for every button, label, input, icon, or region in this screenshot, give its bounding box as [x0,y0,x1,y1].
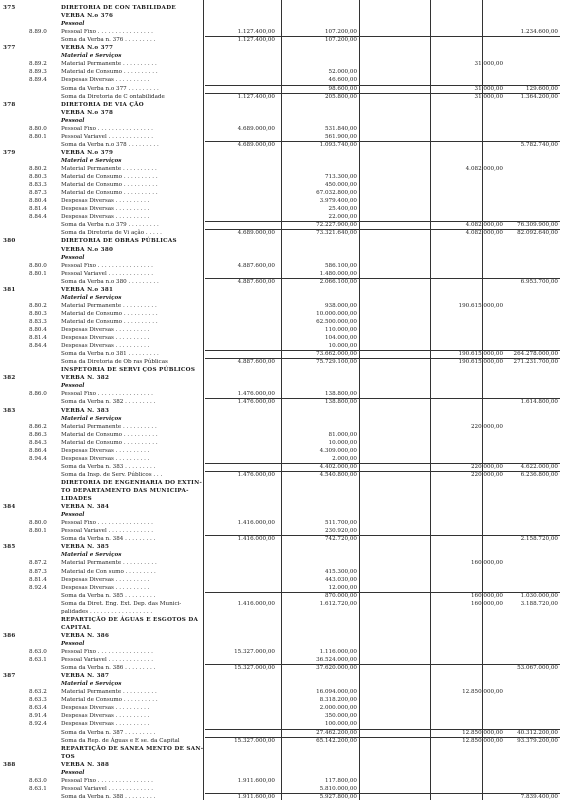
row-label: Soma da Diret. Eng. Ext. Dep. das Munici- [61,600,182,607]
row-number: 383 [3,407,16,414]
row-label: Pessoal Fixo . . . . . . . . . . . . . . . . [61,391,153,398]
row-label: Despesas Diversas . . . . . . . . . . [61,721,150,728]
value-col-2: 22.000,00 [328,214,357,221]
value-col-2: 25.400,00 [328,206,357,213]
account-code: 8.80.0 [29,125,47,132]
row-label: Material Permanente . . . . . . . . . . [61,302,157,309]
row-label: Pessoal [61,640,85,647]
value-col-2: 37.620.000,00 [316,665,357,672]
total-rule [205,535,560,536]
row-label: Material e Serviços [61,552,122,559]
value-col-2: 100.000,00 [324,721,357,728]
value-col-4: 40.312.200,00 [517,729,558,736]
account-code: 8.87.2 [29,560,47,567]
row-label: Material de Consumo . . . . . . . . . . [61,318,158,325]
row-label: VERBA N.o 380 [61,246,114,253]
value-col-4: 53.067.000,00 [517,665,558,672]
row-number: 377 [3,45,16,52]
value-col-2: 205.800,00 [324,93,357,100]
value-col-1: 1.476.000,00 [237,391,275,398]
value-col-2: 561.900,00 [324,133,357,140]
row-label: DIRETORIA DE ENGENHARIA DO EXTIN- [61,479,203,486]
value-col-2: 110.000,00 [324,327,357,334]
value-col-2: 10.000,00 [328,439,357,446]
total-rule [205,664,560,665]
value-col-2: 1.480.000,00 [319,270,357,277]
row-number: 382 [3,375,16,382]
value-col-2: 10.000,00 [328,343,357,350]
value-col-2: 65.142.200,00 [316,737,357,744]
account-code: 8.63.3 [29,697,47,704]
value-col-2: 1.093.740,00 [319,141,357,148]
value-col-2: 16.094.000,00 [316,689,357,696]
row-number: 380 [3,238,16,245]
total-rule [205,229,560,230]
value-col-4: 264.278.000,00 [513,351,558,358]
value-col-3: 220.000,00 [470,471,503,478]
row-label: Soma da Verba n.o 378 . . . . . . . . . [61,141,159,148]
account-code: 8.83.3 [29,318,47,325]
value-col-2: 4.540.800,00 [319,471,357,478]
row-label: Despesas Diversas . . . . . . . . . . [61,335,150,342]
total-rule [205,221,560,222]
row-number: 379 [3,149,16,156]
value-col-2: 98.600,00 [328,85,357,92]
value-col-2: 138.800,00 [324,399,357,406]
value-col-2: 2.000,00 [332,455,357,462]
row-label: Pessoal Fixo . . . . . . . . . . . . . . . . [61,777,153,784]
value-col-1: 4.689.000,00 [237,141,275,148]
row-label: DIRETORIA DE CON TABILIDADE [61,5,176,11]
value-col-4: 6.236.800,00 [520,471,558,478]
value-col-1: 1.476.000,00 [237,471,275,478]
value-col-4: 1.030.000,00 [520,592,558,599]
value-col-2: 870.000,00 [324,592,357,599]
value-col-2: 5.927.800,00 [319,793,357,800]
value-col-2: 586.100,00 [324,262,357,269]
row-label: Pessoal [61,254,85,261]
value-col-3: 12.850.000,00 [462,689,503,696]
value-col-2: 938.000,00 [324,302,357,309]
value-col-2: 511.700,00 [324,520,357,527]
value-col-2: 4.402.000,00 [319,463,357,470]
value-col-1: 4.689.000,00 [237,230,275,237]
row-label: VERBA N.o 381 [61,286,114,293]
value-col-1: 1.127.400,00 [237,93,275,100]
value-col-3: 31.000,00 [474,85,503,92]
row-label: Soma da Verba n.o 379 . . . . . . . . . [61,222,159,229]
row-label: Soma da Verba n. 388 . . . . . . . . . [61,793,156,800]
value-col-3: 31.000,00 [474,93,503,100]
row-label: Material de Consumo . . . . . . . . . . [61,174,158,181]
value-col-2: 713.300,00 [324,174,357,181]
value-col-1: 1.911.600,00 [237,793,275,800]
row-label: Material Permanente . . . . . . . . . . [61,689,157,696]
row-label: VERBA N. 387 [61,673,110,680]
row-label: Pessoal [61,383,85,390]
value-col-4: 1.364.200,00 [520,93,558,100]
account-code: 8.80.3 [29,310,47,317]
account-code: 8.63.0 [29,649,47,656]
account-code: 8.89.4 [29,77,47,84]
account-code: 8.89.3 [29,69,47,76]
total-rule [205,592,560,593]
value-col-2: 67.032.800,00 [316,190,357,197]
value-col-4: 129.600,00 [525,85,558,92]
row-label: DIRETORIA DE OBRAS PÚBLICAS [61,238,177,245]
value-col-4: 6.953.700,00 [520,278,558,285]
value-col-3: 4.082.000,00 [465,166,503,172]
value-col-2: 107.200,00 [324,29,357,36]
account-code: 8.86.3 [29,431,47,438]
value-col-4: 5.782.740,00 [520,141,558,148]
value-col-4: 93.379.200,00 [517,737,558,744]
value-col-2: 415.300,00 [324,568,357,575]
total-rule [205,350,560,351]
row-label: Material de Consumo . . . . . . . . . . [61,431,158,438]
row-label: Pessoal Fixo . . . . . . . . . . . . . . . . [61,125,153,132]
value-col-2: 62.500.000,00 [316,318,357,325]
account-code: 8.81.4 [29,576,47,583]
total-rule [205,463,560,464]
account-code: 8.91.4 [29,713,47,720]
row-label: REPARTIÇÃO DE SANEA MENTO DE SAN- [61,745,204,752]
total-rule [205,36,560,37]
value-col-1: 15.327.000,00 [234,665,275,672]
row-label: Material Permanente . . . . . . . . . . [61,423,157,430]
value-col-1: 4.887.600,00 [237,262,275,269]
row-label: Pessoal [61,512,85,519]
account-code: 8.92.4 [29,721,47,728]
value-col-2: 81.000,00 [328,431,357,438]
row-label: Despesas Diversas . . . . . . . . . . [61,447,150,454]
row-label: Despesas Diversas . . . . . . . . . . [61,214,150,221]
value-col-2: 230.920,00 [324,528,357,535]
account-code: 8.84.3 [29,439,47,446]
value-col-2: 52.000,00 [328,69,357,76]
row-label: Despesas Diversas . . . . . . . . . . [61,705,150,712]
value-col-1: 1.911.600,00 [237,777,275,784]
value-col-4: 76.309.900,00 [517,222,558,229]
row-label: Despesas Diversas . . . . . . . . . . [61,327,150,334]
account-code: 8.63.1 [29,785,47,792]
value-col-3: 160.000,00 [470,592,503,599]
row-label: Pessoal [61,769,85,776]
row-label: TOS [61,753,75,760]
value-col-2: 73.321.640,00 [316,230,357,237]
value-col-2: 75.729.100,00 [316,359,357,366]
value-col-1: 1.127.400,00 [237,29,275,36]
value-col-1: 4.887.600,00 [237,278,275,285]
value-col-4: 1.234.600,00 [520,29,558,36]
row-label: Despesas Diversas . . . . . . . . . . [61,576,150,583]
account-code: 8.63.4 [29,705,47,712]
value-col-4: 82.092.640,00 [517,230,558,237]
value-col-1: 1.416.000,00 [237,536,275,543]
total-rule [205,85,560,86]
value-col-4: 7.839.400,00 [520,793,558,800]
row-label: Soma da Insp. de Serv. Públicos . . . [61,471,163,478]
row-label: Despesas Diversas . . . . . . . . . . [61,584,150,591]
account-code: 8.94.4 [29,455,47,462]
row-number: 385 [3,544,16,551]
total-rule [205,358,560,359]
account-code: 8.81.4 [29,206,47,213]
row-label: Soma da Verba n.o 377 . . . . . . . . . [61,85,159,92]
value-col-2: 531.840,00 [324,125,357,132]
total-rule [205,278,560,279]
value-col-2: 104.000,00 [324,335,357,342]
row-label: CAPITAL [61,624,91,631]
row-label: Material de Consumo . . . . . . . . . . [61,439,158,446]
row-label: REPARTIÇÃO DE ÁGUAS E ESGOTOS DA [61,616,199,623]
value-col-2: 350.000,00 [324,713,357,720]
value-col-2: 5.810.000,00 [319,785,357,792]
row-label: Material e Serviços [61,157,122,164]
account-code: 8.87.3 [29,190,47,197]
value-col-4: 4.622.000,00 [520,463,558,470]
value-col-2: 443.030,00 [324,576,357,583]
row-label: Material Permanente . . . . . . . . . . [61,166,157,172]
value-col-2: 1.116.000,00 [319,649,357,656]
account-code: 8.87.3 [29,568,47,575]
value-col-2: 73.662.000,00 [316,351,357,358]
row-label: Soma da Verba n.o 380 . . . . . . . . . [61,278,159,285]
row-label: VERBA N. 383 [61,407,110,414]
row-number: 386 [3,632,16,639]
value-col-2: 36.524.000,00 [316,657,357,664]
value-col-3: 190.615.000,00 [458,302,503,309]
row-label: Pessoal Variavel . . . . . . . . . . . . . [61,785,153,792]
value-col-2: 10.000.000,00 [316,310,357,317]
row-label: Despesas Diversas . . . . . . . . . . [61,343,150,350]
account-code: 8.92.4 [29,584,47,591]
row-label: Material e Serviços [61,294,122,301]
row-label: Pessoal Fixo . . . . . . . . . . . . . . . . [61,262,153,269]
row-label: Material de Consumo . . . . . . . . . . [61,69,158,76]
row-label: Despesas Diversas . . . . . . . . . . [61,206,150,213]
row-label: Pessoal [61,21,85,28]
account-code: 8.80.3 [29,174,47,181]
row-label: Soma da Verba n.o 381 . . . . . . . . . [61,351,159,358]
value-col-1: 1.127.400,00 [237,37,275,44]
value-col-1: 1.416.000,00 [237,600,275,607]
row-number: 378 [3,101,16,108]
value-col-3: 31.000,00 [474,61,503,68]
row-label: Pessoal Variavel . . . . . . . . . . . . . [61,270,153,277]
row-label: Pessoal Variavel . . . . . . . . . . . . . [61,657,153,664]
row-label: Soma da Verba n. 384 . . . . . . . . . [61,536,156,543]
row-label: Pessoal Fixo . . . . . . . . . . . . . . . . [61,520,153,527]
value-col-1: 1.476.000,00 [237,399,275,406]
value-col-2: 107.200,00 [324,37,357,44]
account-code: 8.63.2 [29,689,47,696]
value-col-1: 15.327.000,00 [234,737,275,744]
row-label: Soma da Verba n. 387 . . . . . . . . . [61,729,156,736]
value-col-2: 2.066.100,00 [319,278,357,285]
row-label: TO DEPARTAMENTO DAS MUNICIPA- [61,488,189,495]
value-col-2: 72.227.900,00 [316,222,357,229]
value-col-3: 190.615.000,00 [458,359,503,366]
value-col-2: 12.000,00 [328,584,357,591]
account-code: 8.80.4 [29,327,47,334]
row-label: Material de Consumo . . . . . . . . . . [61,310,158,317]
row-label: Pessoal [61,117,85,124]
account-code: 8.84.4 [29,214,47,221]
row-label: VERBA N. 382 [61,375,110,382]
value-col-2: 3.979.400,00 [319,198,357,205]
row-label: Material Permanente . . . . . . . . . . [61,560,157,567]
row-label: Material e Serviços [61,681,122,688]
value-col-2: 742.720,00 [324,536,357,543]
account-code: 8.84.4 [29,343,47,350]
row-number: 384 [3,504,16,511]
row-label: VERBA N. 384 [61,504,110,511]
row-label: Soma da Diretoria de C ontabilidade [61,93,165,100]
total-rule [205,793,560,794]
row-label: VERBA N.o 377 [61,45,114,52]
value-col-3: 190.615.000,00 [458,351,503,358]
row-label: DIRETORIA DE VIA ÇÃO [61,101,144,108]
row-label: Soma da Diretoria de Vi ação . . . . . [61,230,162,237]
account-code: 8.80.1 [29,270,47,277]
account-code: 8.63.0 [29,777,47,784]
value-col-1: 4.689.000,00 [237,125,275,132]
row-number: 387 [3,673,16,680]
row-label: VERBA N. 388 [61,761,110,768]
value-col-3: 12.850.000,00 [462,729,503,736]
total-rule [205,93,560,94]
row-label: Despesas Diversas . . . . . . . . . . [61,198,150,205]
value-col-1: 1.416.000,00 [237,520,275,527]
row-number: 381 [3,286,16,293]
value-col-2: 27.462.200,00 [316,729,357,736]
value-col-3: 220.000,00 [470,423,503,430]
total-rule [205,141,560,142]
account-code: 8.80.2 [29,166,47,172]
row-label: Despesas Diversas . . . . . . . . . . [61,713,150,720]
value-col-3: 220.000,00 [470,463,503,470]
row-label: Material de Con sumo . . . . . . . . . [61,568,156,575]
row-label: VERBA N.o 376 [61,13,114,20]
row-label: Soma da Verba n. 383 . . . . . . . . . [61,463,156,470]
value-col-3: 160.000,00 [470,600,503,607]
value-col-2: 2.000.000,00 [319,705,357,712]
account-code: 8.80.2 [29,302,47,309]
row-label: VERBA N.o 379 [61,149,114,156]
value-col-2: 138.800,00 [324,391,357,398]
value-col-4: 1.614.800,00 [520,399,558,406]
row-label: Material de Consumo . . . . . . . . . . [61,182,158,189]
total-rule [205,471,560,472]
row-label: VERBA N. 386 [61,632,110,639]
row-label: Soma da Verba n. 382 . . . . . . . . . [61,399,156,406]
row-label: Material de Consumo . . . . . . . . . . [61,190,158,197]
account-code: 8.81.4 [29,335,47,342]
account-code: 8.80.1 [29,528,47,535]
row-label: Material e Serviços [61,53,122,60]
row-label: palidades . . . . . . . . . . . . . . . . . . [61,608,153,615]
value-col-2: 4.309.000,00 [319,447,357,454]
row-label: VERBA N. 385 [61,544,110,551]
row-label: Material e Serviços [61,415,122,422]
value-col-1: 4.887.600,00 [237,359,275,366]
account-code: 8.86.0 [29,391,47,398]
row-label: Soma da Verba n. 376 . . . . . . . . . [61,37,156,44]
value-col-2: 117.800,00 [324,777,357,784]
total-rule [205,729,560,730]
account-code: 8.80.1 [29,133,47,140]
row-label: Soma da Diretoria de Ob ras Públicas [61,359,168,366]
row-label: Soma da Verba n. 386 . . . . . . . . . [61,665,156,672]
account-code: 8.89.0 [29,29,47,36]
row-label: LIDADES [61,496,92,503]
account-code: 8.89.2 [29,61,47,68]
total-rule [205,737,560,738]
account-code: 8.80.0 [29,520,47,527]
row-label: Material de Consumo . . . . . . . . . . [61,697,158,704]
value-col-2: 8.318.200,00 [319,697,357,704]
account-code: 8.86.4 [29,447,47,454]
account-code: 8.86.2 [29,423,47,430]
row-label: Material Permanente . . . . . . . . . . [61,61,157,68]
row-label: Pessoal Fixo . . . . . . . . . . . . . . . . [61,649,153,656]
account-code: 8.63.1 [29,657,47,664]
row-number: 375 [3,5,16,11]
value-col-3: 160.000,00 [470,560,503,567]
row-label: Despesas Diversas . . . . . . . . . . [61,77,150,84]
row-label: Pessoal Variavel . . . . . . . . . . . . . [61,528,153,535]
row-label: Soma da Rep. de Águas e E se. da Capital [61,737,180,744]
value-col-4: 3.188.720,00 [520,600,558,607]
account-code: 8.83.3 [29,182,47,189]
value-col-2: 1.612.720,00 [319,600,357,607]
value-col-1: 15.327.000,00 [234,649,275,656]
value-col-4: 271.231.700,00 [513,359,558,366]
value-col-3: 4.082.000,00 [465,230,503,237]
row-label: INSPETORIA DE SERVI ÇOS PÚBLICOS [61,367,196,374]
value-col-2: 450.000,00 [324,182,357,189]
row-label: Soma da Verba n. 385 . . . . . . . . . [61,592,156,599]
row-label: Pessoal Variavel . . . . . . . . . . . . . [61,133,153,140]
row-label: Pessoal Fixo . . . . . . . . . . . . . . . . [61,29,153,36]
account-code: 8.80.0 [29,262,47,269]
row-label: VERBA N.o 378 [61,109,114,116]
total-rule [205,398,560,399]
value-col-3: 12.850.000,00 [462,737,503,744]
row-label: Despesas Diversas . . . . . . . . . . [61,455,150,462]
account-code: 8.80.4 [29,198,47,205]
value-col-3: 4.082.000,00 [465,222,503,229]
value-col-4: 2.158.720,00 [520,536,558,543]
row-number: 388 [3,761,16,768]
value-col-2: 46.600,00 [328,77,357,84]
